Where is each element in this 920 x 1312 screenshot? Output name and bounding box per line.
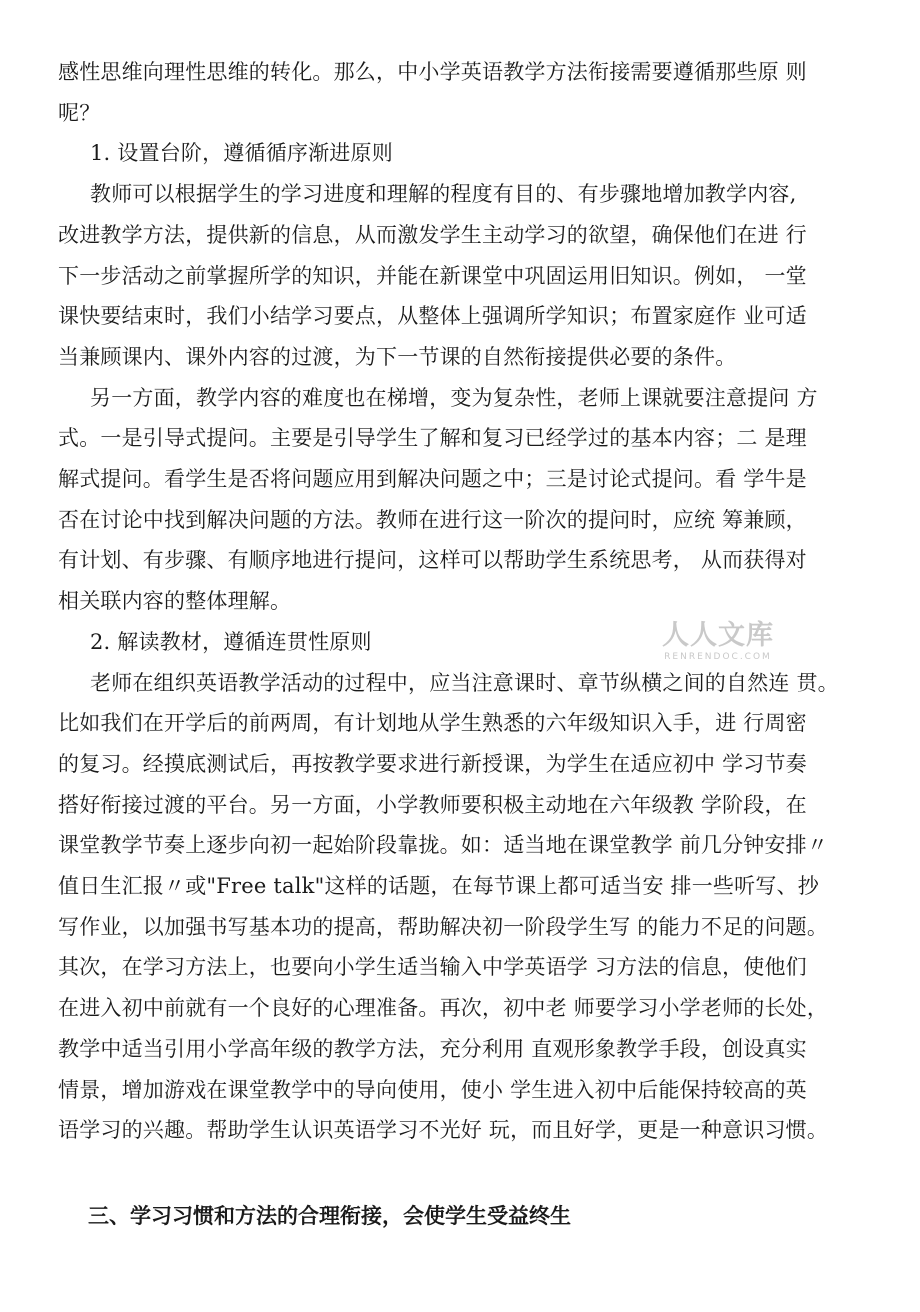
section-heading: 三、学习习惯和方法的合理衔接，会使学生受益终生	[88, 1204, 571, 1228]
text-line: 在进入初中前就有一个良好的心理准备。再次，初中老 师要学习小学老师的长处，	[58, 996, 829, 1021]
text-line: 1. 设置台阶，遵循循序渐进原则	[90, 141, 393, 166]
text-line: 呢？	[58, 100, 101, 125]
text-line: 式。一是引导式提问。主要是引导学生了解和复习已经学过的基本内容；二 是理	[58, 426, 807, 451]
text-line: 写作业，以加强书写基本功的提高，帮助解决初一阶段学生写 的能力不足的问题。	[58, 914, 829, 939]
text-line: 值日生汇报〃或"Free talk"这样的话题，在每节课上都可适当安 排一些听写、抄	[58, 874, 819, 899]
watermark-sub-text: RENRENDOC.COM	[664, 652, 772, 662]
text-line: 情景，增加游戏在课堂教学中的导向使用，使小 学生进入初中后能保持较高的英	[58, 1077, 807, 1102]
text-line: 课快要结束时，我们小结学习要点，从整体上强调所学知识；布置家庭作 业可适	[58, 304, 807, 329]
text-line: 下一步活动之前掌握所学的知识，并能在新课堂中巩固运用旧知识。例如， 一堂	[58, 263, 807, 288]
text-line: 老师在组织英语教学活动的过程中，应当注意课时、章节纵横之间的自然连 贯。	[90, 670, 839, 695]
text-line: 改进教学方法，提供新的信息，从而激发学生主动学习的欲望，确保他们在进 行	[58, 222, 807, 247]
text-line: 语学习的兴趣。帮助学生认识英语学习不光好 玩，而且好学，更是一种意识习惯。	[58, 1118, 829, 1143]
body-text	[58, 52, 888, 1151]
text-line: 教学中适当引用小学高年级的教学方法，充分利用 直观形象教学手段，创设真实	[58, 1036, 807, 1061]
text-line: 解式提问。看学生是否将问题应用到解决问题之中；三是讨论式提问。看 学牛是	[58, 467, 807, 492]
text-line: 否在讨论中找到解决问题的方法。教师在进行这一阶次的提问时，应统 筹兼顾，	[58, 507, 807, 532]
text-line: 搭好衔接过渡的平台。另一方面，小学教师要积极主动地在六年级教 学阶段，在	[58, 792, 807, 817]
text-line: 其次，在学习方法上，也要向小学生适当输入中学英语学 习方法的信息，使他们	[58, 955, 807, 980]
text-line: 有计划、有步骤、有顺序地进行提问，这样可以帮助学生系统思考， 从而获得对	[58, 548, 807, 573]
text-line: 相关联内容的整体理解。	[58, 589, 292, 614]
text-line: 2. 解读教材，遵循连贯性原则	[90, 629, 372, 654]
text-line: 另一方面，教学内容的难度也在梯增，变为复杂性，老师上课就要注意提问 方	[90, 385, 818, 410]
text-line: 的复习。经摸底测试后，再按教学要求进行新授课，为学生在适应初中 学习节奏	[58, 751, 807, 776]
text-line: 课堂教学节奏上逐步向初一起始阶段靠拢。如：适当地在课堂教学 前几分钟安排〃	[58, 833, 829, 858]
text-line: 比如我们在开学后的前两周，有计划地从学生熟悉的六年级知识入手，进 行周密	[58, 711, 807, 736]
watermark-main-text: 人人文库	[662, 620, 774, 651]
text-line: 感性思维向理性思维的转化。那么，中小学英语教学方法衔接需要遵循那些原 则	[58, 60, 807, 84]
text-line: 教师可以根据学生的学习进度和理解的程度有目的、有步骤地增加教学内容,	[90, 182, 797, 207]
text-line: 当兼顾课内、课外内容的过渡，为下一节课的自然衔接提供必要的条件。	[58, 344, 737, 369]
